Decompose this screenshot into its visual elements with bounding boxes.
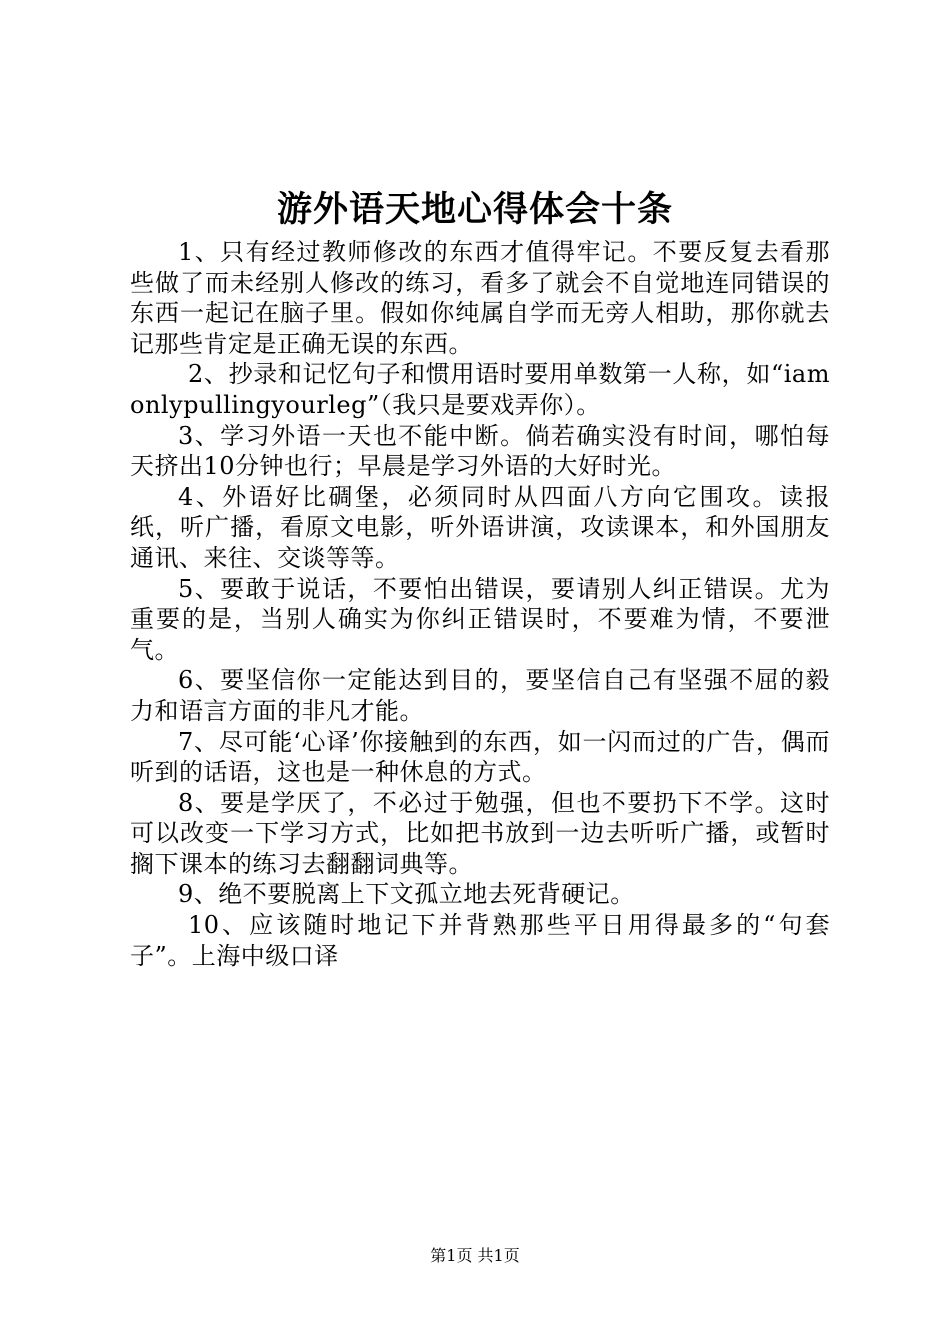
paragraph-6: 6、要坚信你一定能达到目的，要坚信自己有坚强不屈的毅力和语言方面的非凡才能。	[130, 666, 830, 725]
document-title: 游外语天地心得体会十条	[276, 189, 673, 230]
paragraph-10: 10、应该随时地记下并背熟那些平日用得最多的“句套子”。上海中级口译	[130, 911, 830, 970]
paragraph-7: 7、尽可能‘心译’你接触到的东西，如一闪而过的广告，偶而听到的话语，这也是一种休息的方式。	[130, 727, 830, 787]
paragraph-2: 2、抄录和记忆句子和惯用语时要用单数第一人称，如“iamonlypullingyourleg”（我只是要戏弄你）。	[130, 360, 830, 419]
paragraph-3: 3、学习外语一天也不能中断。倘若确实没有时间，哪怕每天挤出10分钟也行；早晨是学习外语的大好时光。	[130, 421, 830, 481]
paragraph-4: 4、外语好比碉堡，必须同时从四面八方向它围攻。读报纸，听广播，看原文电影，听外语讲演，攻读课本，和外国朋友通讯、来往、交谈等等。	[130, 482, 830, 572]
paragraph-8: 8、要是学厌了，不必过于勉强，但也不要扔下不学。这时可以改变一下学习方式，比如把书放到一边去听听广播，或暂时搁下课本的练习去翻翻词典等。	[130, 788, 830, 878]
paragraph-5: 5、要敢于说话，不要怕出错误，要请别人纠正错误。尤为重要的是，当别人确实为你纠正错误时，不要难为情，不要泄气。	[130, 574, 830, 664]
document-body	[130, 237, 830, 971]
paragraph-9: 9、绝不要脱离上下文孤立地去死背硬记。	[178, 880, 635, 909]
paragraph-1: 1、只有经过教师修改的东西才值得牢记。不要反复去看那些做了而未经别人修改的练习，看多了就会不自觉地连同错误的东西一起记在脑子里。假如你纯属自学而无旁人相助，那你就去记那些肯定是正确无误的东西。	[130, 238, 830, 358]
page-number-footer: 第1页 共1页	[430, 1246, 520, 1265]
